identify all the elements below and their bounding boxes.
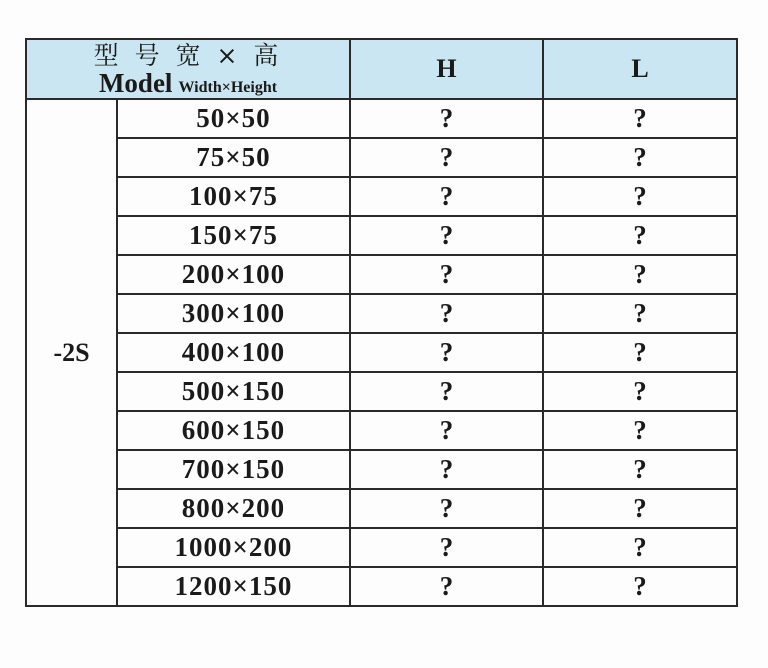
- size-cell: 800×200: [117, 489, 350, 528]
- size-cell: 1200×150: [117, 567, 350, 606]
- l-value-cell: ?: [543, 567, 737, 606]
- size-cell: 100×75: [117, 177, 350, 216]
- l-value-cell: ?: [543, 489, 737, 528]
- l-value-cell: ?: [543, 333, 737, 372]
- table-row: [26, 450, 737, 489]
- column-header-l: L: [543, 39, 737, 99]
- size-cell: 700×150: [117, 450, 350, 489]
- size-cell: 200×100: [117, 255, 350, 294]
- header-row: [26, 39, 737, 99]
- table-row: [26, 177, 737, 216]
- size-cell: 400×100: [117, 333, 350, 372]
- table-row: [26, 294, 737, 333]
- h-value-cell: ?: [350, 372, 543, 411]
- h-value-cell: ?: [350, 411, 543, 450]
- l-value-cell: ?: [543, 372, 737, 411]
- l-value-cell: ?: [543, 255, 737, 294]
- model-header-english: [27, 70, 349, 97]
- h-value-cell: ?: [350, 138, 543, 177]
- width-height-label: Width×Height: [178, 79, 278, 96]
- size-cell: 1000×200: [117, 528, 350, 567]
- l-value-cell: ?: [543, 138, 737, 177]
- h-value-cell: ?: [350, 333, 543, 372]
- table-row: [26, 528, 737, 567]
- table-row: [26, 567, 737, 606]
- l-value-cell: ?: [543, 294, 737, 333]
- table-row: [26, 333, 737, 372]
- h-value-cell: ?: [350, 528, 543, 567]
- table-row: [26, 372, 737, 411]
- size-cell: 600×150: [117, 411, 350, 450]
- l-value-cell: ?: [543, 177, 737, 216]
- h-value-cell: ?: [350, 489, 543, 528]
- l-value-cell: ?: [543, 216, 737, 255]
- l-value-cell: ?: [543, 528, 737, 567]
- model-header-chinese: 型 号 宽 × 高: [93, 41, 283, 70]
- size-cell: 300×100: [117, 294, 350, 333]
- l-value-cell: ?: [543, 99, 737, 138]
- size-cell: 50×50: [117, 99, 350, 138]
- size-cell: 75×50: [117, 138, 350, 177]
- table-row: [26, 255, 737, 294]
- table-body: [26, 99, 737, 606]
- series-cell: -2S: [26, 99, 117, 606]
- h-value-cell: ?: [350, 255, 543, 294]
- table-row: [26, 138, 737, 177]
- table-row: [26, 99, 737, 138]
- table-row: [26, 216, 737, 255]
- table-row: [26, 411, 737, 450]
- l-value-cell: ?: [543, 411, 737, 450]
- h-value-cell: ?: [350, 567, 543, 606]
- model-header-cell: [26, 39, 350, 99]
- model-label: Model: [98, 68, 173, 98]
- size-cell: 500×150: [117, 372, 350, 411]
- l-value-cell: ?: [543, 450, 737, 489]
- spec-table: [25, 38, 738, 607]
- h-value-cell: ?: [350, 294, 543, 333]
- size-cell: 150×75: [117, 216, 350, 255]
- h-value-cell: ?: [350, 177, 543, 216]
- h-value-cell: ?: [350, 216, 543, 255]
- table-row: [26, 489, 737, 528]
- h-value-cell: ?: [350, 99, 543, 138]
- column-header-h: H: [350, 39, 543, 99]
- h-value-cell: ?: [350, 450, 543, 489]
